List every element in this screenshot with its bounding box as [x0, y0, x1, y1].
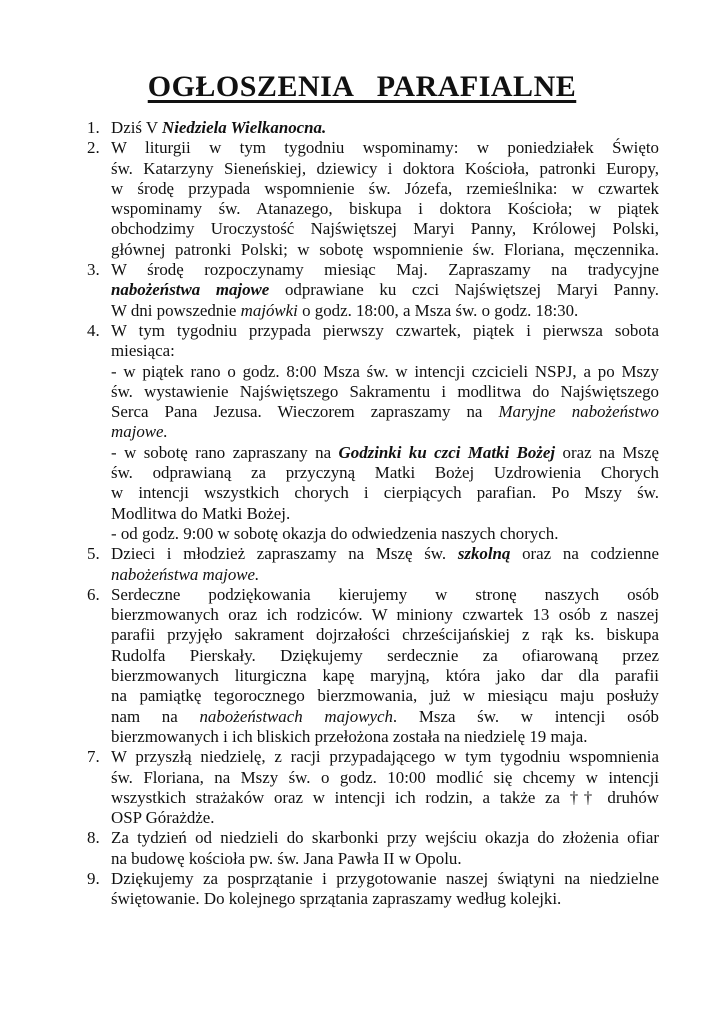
- emphasis-text: Niedziela Wielkanocna.: [162, 118, 327, 137]
- italic-text: majówki: [240, 300, 298, 320]
- item-line: wszystkich strażaków oraz w intencji ich rodzin, a także za †† druhów: [111, 787, 659, 807]
- item-line: parafii przyjęło sakrament dojrzałości chrześcijańskiej z rąk ks. biskupa: [111, 625, 659, 645]
- announcement-item-5: [87, 544, 659, 585]
- item-number: 1.: [87, 118, 100, 137]
- italic-text: nabożeństwach majowych: [199, 706, 393, 726]
- announcement-item-8: [87, 828, 659, 869]
- item-line: majowe.: [111, 422, 168, 442]
- item-line: Modlitwa do Matki Bożej.: [111, 503, 291, 523]
- announcement-item-4: [87, 321, 659, 544]
- item-line: bierzmowanych liturgiczna kapę maryjną, która jako dar dla parafii: [111, 666, 659, 686]
- item-line: - w piątek rano o godz. 8:00 Msza św. w intencji czcicieli NSPJ, a po Mszy: [111, 361, 659, 381]
- item-line: - w sobotę rano zapraszany na Godzinki ku czci Matki Bożej oraz na Mszę: [111, 442, 659, 462]
- item-line: nam na nabożeństwach majowych. Msza św. w intencji osób: [111, 706, 659, 726]
- item-line: Dziękujemy za posprzątanie i przygotowanie naszej świątyni na niedzielne: [111, 868, 659, 888]
- item-line: nabożeństwa majowe.: [111, 564, 260, 584]
- item-line: Rudolfa Pierskały. Dziękujemy serdecznie za ofiarowaną przez: [111, 645, 659, 665]
- item-line: W przyszłą niedzielę, z racji przypadającego w tym tygodniu wspomnienia: [111, 747, 659, 767]
- item-line: w środę przypada wspomnienie św. Józefa, rzemieślnika: w czwartek: [111, 178, 659, 198]
- item-line: na budowę kościoła pw. św. Jana Pawła II w Opolu.: [111, 848, 462, 868]
- announcement-item-7: [87, 747, 659, 828]
- item-line: św. Katarzyny Sieneńskiej, dziewicy i doktora Kościoła, patronki Europy,: [111, 158, 659, 178]
- announcements-list: [87, 118, 659, 910]
- item-number: 9.: [87, 868, 100, 888]
- item-number: 8.: [87, 828, 100, 848]
- item-line: św. odprawianą za przyczyną Matki Bożej Uzdrowienia Chorych: [111, 463, 659, 483]
- item-line: miesiąca:: [111, 341, 175, 361]
- item-line: Serca Pana Jezusa. Wieczorem zapraszamy na Maryjne nabożeństwo: [111, 402, 659, 422]
- item-line: W dni powszednie majówki o godz. 18:00, a Msza św. o godz. 18:30.: [111, 300, 579, 320]
- item-number: 7.: [87, 747, 100, 767]
- announcement-item-1: [87, 118, 659, 138]
- item-line: Serdeczne podziękowania kierujemy w stronę naszych osób: [111, 584, 659, 604]
- item-line: nabożeństwa majowe odprawiane ku czci Najświętszej Maryi Panny.: [111, 280, 659, 300]
- item-line: głównej patronki Polski; w sobotę wspomnienie św. Floriana, męczennika.: [111, 239, 659, 259]
- item-number: 2.: [87, 138, 100, 158]
- emphasis-text: szkolną: [457, 544, 511, 564]
- page-title: OGŁOSZENIA PARAFIALNE: [147, 70, 577, 103]
- item-line: bierzmowanych oraz ich rodziców. W miniony czwartek 13 osób z naszej: [111, 605, 659, 625]
- emphasis-text: nabożeństwa majowe: [111, 280, 270, 300]
- item-line: - od godz. 9:00 w sobotę okazja do odwiedzenia naszych chorych.: [111, 523, 559, 543]
- announcement-item-6: [87, 585, 659, 747]
- item-line: W liturgii w tym tygodniu wspominamy: w poniedziałek Święto: [111, 138, 659, 158]
- item-line: na pamiątkę tegorocznego bierzmowania, już w miesiącu maju posłuży: [111, 686, 659, 706]
- item-number: 6.: [87, 584, 100, 604]
- italic-text: Maryjne nabożeństwo: [498, 402, 659, 422]
- item-line: Za tydzień od niedzieli do skarbonki przy wejściu okazja do złożenia ofiar: [111, 828, 659, 848]
- item-line: OSP Górażdże.: [111, 808, 215, 828]
- item-line: W tym tygodniu przypada pierwszy czwartek, piątek i pierwsza sobota: [111, 320, 659, 340]
- item-line: wspominamy św. Atanazego, biskupa i doktora Kościoła; w piątek: [111, 199, 659, 219]
- announcement-item-9: [87, 869, 659, 910]
- item-number: 4.: [87, 320, 100, 340]
- item-line: obchodzimy Uroczystość Najświętszej Maryi Panny, Królowej Polski,: [111, 219, 659, 239]
- item-number: 3.: [87, 260, 100, 280]
- item-line: Dzieci i młodzież zapraszamy na Mszę św. szkolną oraz na codzienne: [111, 544, 659, 564]
- item-line: bierzmowanych i ich bliskich przełożona została na niedzielę 19 maja.: [111, 726, 588, 746]
- item-line: św. Floriana, na Mszy św. o godz. 10:00 modlić się chcemy w intencji: [111, 767, 659, 787]
- item-line: św. wystawienie Najświętszego Sakramentu i modlitwa do Najświętszego: [111, 381, 659, 401]
- announcement-item-2: [87, 138, 659, 260]
- item-line: W środę rozpoczynamy miesiąc Maj. Zapraszamy na tradycyjne: [111, 260, 659, 280]
- item-number: 5.: [87, 544, 100, 564]
- item-line: świętowanie. Do kolejnego sprzątania zapraszamy według kolejki.: [111, 889, 562, 909]
- item-line: w intencji wszystkich chorych i cierpiących parafian. Po Mszy św.: [111, 483, 659, 503]
- announcement-item-3: [87, 260, 659, 321]
- item-line: Dziś V Niedziela Wielkanocna.: [111, 118, 327, 137]
- emphasis-text: Godzinki ku czci Matki Bożej: [338, 442, 556, 462]
